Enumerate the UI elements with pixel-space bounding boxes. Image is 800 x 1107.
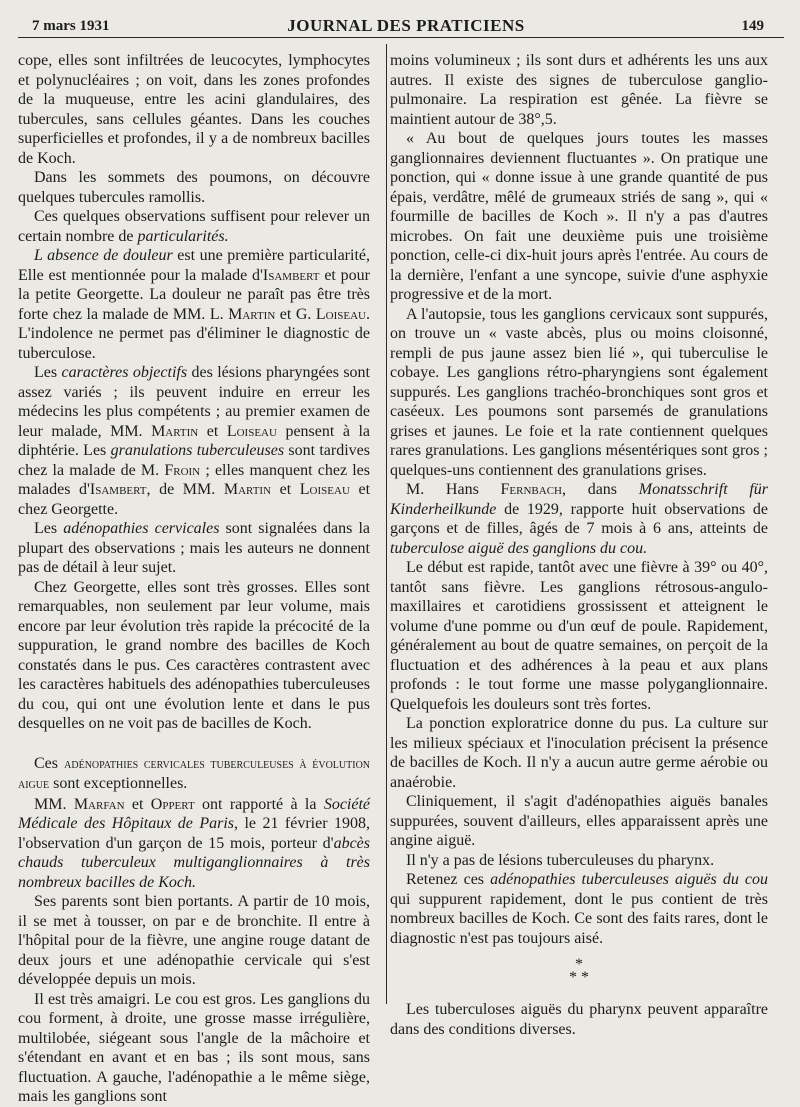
paragraph: Les adénopathies cervicales sont signalées dans la plupart des observations ; mais les auteurs ne donnent pas de détail à leur sujet. bbox=[18, 520, 370, 576]
asterism-top: * bbox=[575, 956, 583, 973]
paragraph: « Au bout de quelques jours toutes les masses ganglionnaires deviennent fluctuantes ». On pratique une ponction, qui « donne issue à une grande quantité de pus épais, verdâtre, mêlé de grumeaux striés de sang », qui « fourmille de bacilles de Koch ». Il n'y a pas d'autres microbes. On fait une deuxième puis une troisième ponction, celle-ci dix-huit jours après l'entrée. Au cours de la dernière, l'enfant a une syncope, suivie d'une asphyxie progressive et de la mort. bbox=[390, 130, 768, 303]
paragraph: Ces quelques observations suffisent pour relever un certain nombre de particularités. bbox=[18, 208, 370, 245]
paragraph: Cliniquement, il s'agit d'adénopathies aiguës banales suppurées, souvent d'ailleurs, elles apparaissent après une angine aiguë. bbox=[390, 793, 768, 849]
paragraph: A l'autopsie, tous les ganglions cervicaux sont suppurés, on trouve un « vaste abcès, plus ou moins cloisonné, rempli de pus jaune assez bien lié », qui tuberculise le cobaye. Les ganglions rétro-pharyngiens sont également suppurés. Les ganglions trachéo-bronchiques sont gros et caséeux. Les poumons sont parsemés de granulations grises et jaunes. Le foie et la rate contiennent quelques rares granulations. Les ganglions mésentériques sont gros ; quelques-uns contiennent des granulations grises. bbox=[390, 305, 768, 479]
right-column bbox=[390, 51, 768, 1039]
section-asterism bbox=[390, 958, 768, 984]
column-divider bbox=[386, 44, 387, 1004]
paragraph: Ses parents sont bien portants. A partir de 10 mois, il se met à tousser, on par e de bronchite. Il entre à l'hôpital pour de la fièvre, une angine rouge datant de deux jours et une adénopathie cervicale qui s'est développée depuis un mois. bbox=[18, 893, 370, 988]
page-number: 149 bbox=[741, 18, 764, 34]
paragraph: Les tuberculoses aiguës du pharynx peuvent apparaître dans des conditions diverses. bbox=[390, 1001, 768, 1038]
asterism-bottom: * * bbox=[569, 969, 589, 986]
paragraph: Il est très amaigri. Le cou est gros. Les ganglions du cou forment, à droite, une grosse masse irrégulière, multilobée, siégeant sous l'angle de la mâchoire et s'étendant en avant et en bas ; ils sont mous, sans fluctuation. A gauche, l'adénopathie a le même siège, mais les ganglions sont bbox=[18, 990, 370, 1105]
paragraph: M. Hans Fernbach, dans Monatsschrift für Kinderheilkunde de 1929, rapporte huit observations de garçons et de filles, âgés de 7 mois à 6 ans, atteints de tuberculose aiguë des ganglions du cou. bbox=[390, 481, 769, 557]
paragraph: moins volumineux ; ils sont durs et adhérents les uns aux autres. Il existe des signes de tuberculose ganglio-pulmonaire. La respiration est gênée. La fièvre se maintient autour de 38°,5. bbox=[390, 52, 768, 128]
paragraph: Il n'y a pas de lésions tuberculeuses du pharynx. bbox=[406, 851, 715, 869]
paragraph: MM. Marfan et Oppert ont rapporté à la Société Médicale des Hôpitaux de Paris, le 21 février 1908, l'observation d'un garçon de 15 mois, porteur d'abcès chauds tuberculeux multiganglionnaires à très nombreux bacilles de Koch. bbox=[18, 795, 371, 891]
paragraph: Retenez ces adénopathies tuberculeuses aiguës du cou qui suppurent rapidement, dont le pus contient de très nombreux bacilles de Koch. Ce sont des faits rares, dont le diagnostic n'est pas toujours aisé. bbox=[390, 871, 768, 947]
journal-title: JOURNAL DES PRATICIENS bbox=[287, 16, 525, 35]
paragraph: Chez Georgette, elles sont très grosses. Elles sont remarquables, non seulement par leur volume, mais encore par leur évolution très rapide la précocité de la suppuration, le grand nombre des bacilles de Koch constatés dans le pus. Ces caractères contrastent avec les caractères habituels des adénopathies tuberculeuses du cou, qui ont une évolution lente et dans le pus desquelles on ne voit pas de bacilles de Koch. bbox=[18, 578, 370, 732]
paragraph: L absence de douleur est une première particularité, Elle est mentionnée pour la malade d'Isambert et pour la petite Georgette. La douleur ne paraît pas être très forte chez la malade de MM. L. Martin et G. Loiseau. L'indolence ne permet pas d'éliminer le diagnostic de tuberculose. bbox=[18, 247, 371, 362]
paragraph: cope, elles sont infiltrées de leucocytes, lymphocytes et polynucléaires ; on voit, dans les zones profondes de la muqueuse, entre les acini glandulaires, des tubercules, sans cellules géantes. Dans les couches superficielles et profondes, il y a de nombreux bacilles de Koch. bbox=[18, 52, 370, 167]
paragraph: Ces adénopathies cervicales tuberculeuses à évolution aigue sont exceptionnelles. bbox=[18, 754, 371, 792]
paragraph: Les caractères objectifs des lésions pharyngées sont assez variés ; ils peuvent induire en erreur les médecins les plus compétents ; au premier examen de leur malade, MM. Martin et Loiseau pensent à la diphtérie. Les granulations tuberculeuses sont tardives chez la malade de M. Froin ; elles manquent chez les malades d'Isambert, de MM. Martin et Loiseau et chez Georgette. bbox=[18, 364, 371, 518]
paragraph: Dans les sommets des poumons, on découvre quelques tubercules ramollis. bbox=[18, 169, 370, 206]
paragraph: La ponction exploratrice donne du pus. La culture sur les milieux spéciaux et l'inoculation précisent la présence de bacilles de Koch. Il n'y a aucun autre germe aérobie ou anaérobie. bbox=[390, 715, 768, 791]
paragraph: Le début est rapide, tantôt avec une fièvre à 39° ou 40°, tantôt sans fièvre. Les ganglions rétrosous-angulo-maxillaires et carotidiens grossissent et atteignent le volume d'une pomme ou d'un œuf de poule. Rapidement, généralement au bout de quatre semaines, on perçoit de la fluctuation et des adhérences à la peau et aux plans profonds : le tout forme une masse polyganglionnaire. Quelquefois les douleurs sont très fortes. bbox=[390, 559, 768, 713]
header-rule bbox=[18, 37, 784, 38]
left-column bbox=[18, 51, 370, 1107]
header-date: 7 mars 1931 bbox=[32, 18, 110, 34]
